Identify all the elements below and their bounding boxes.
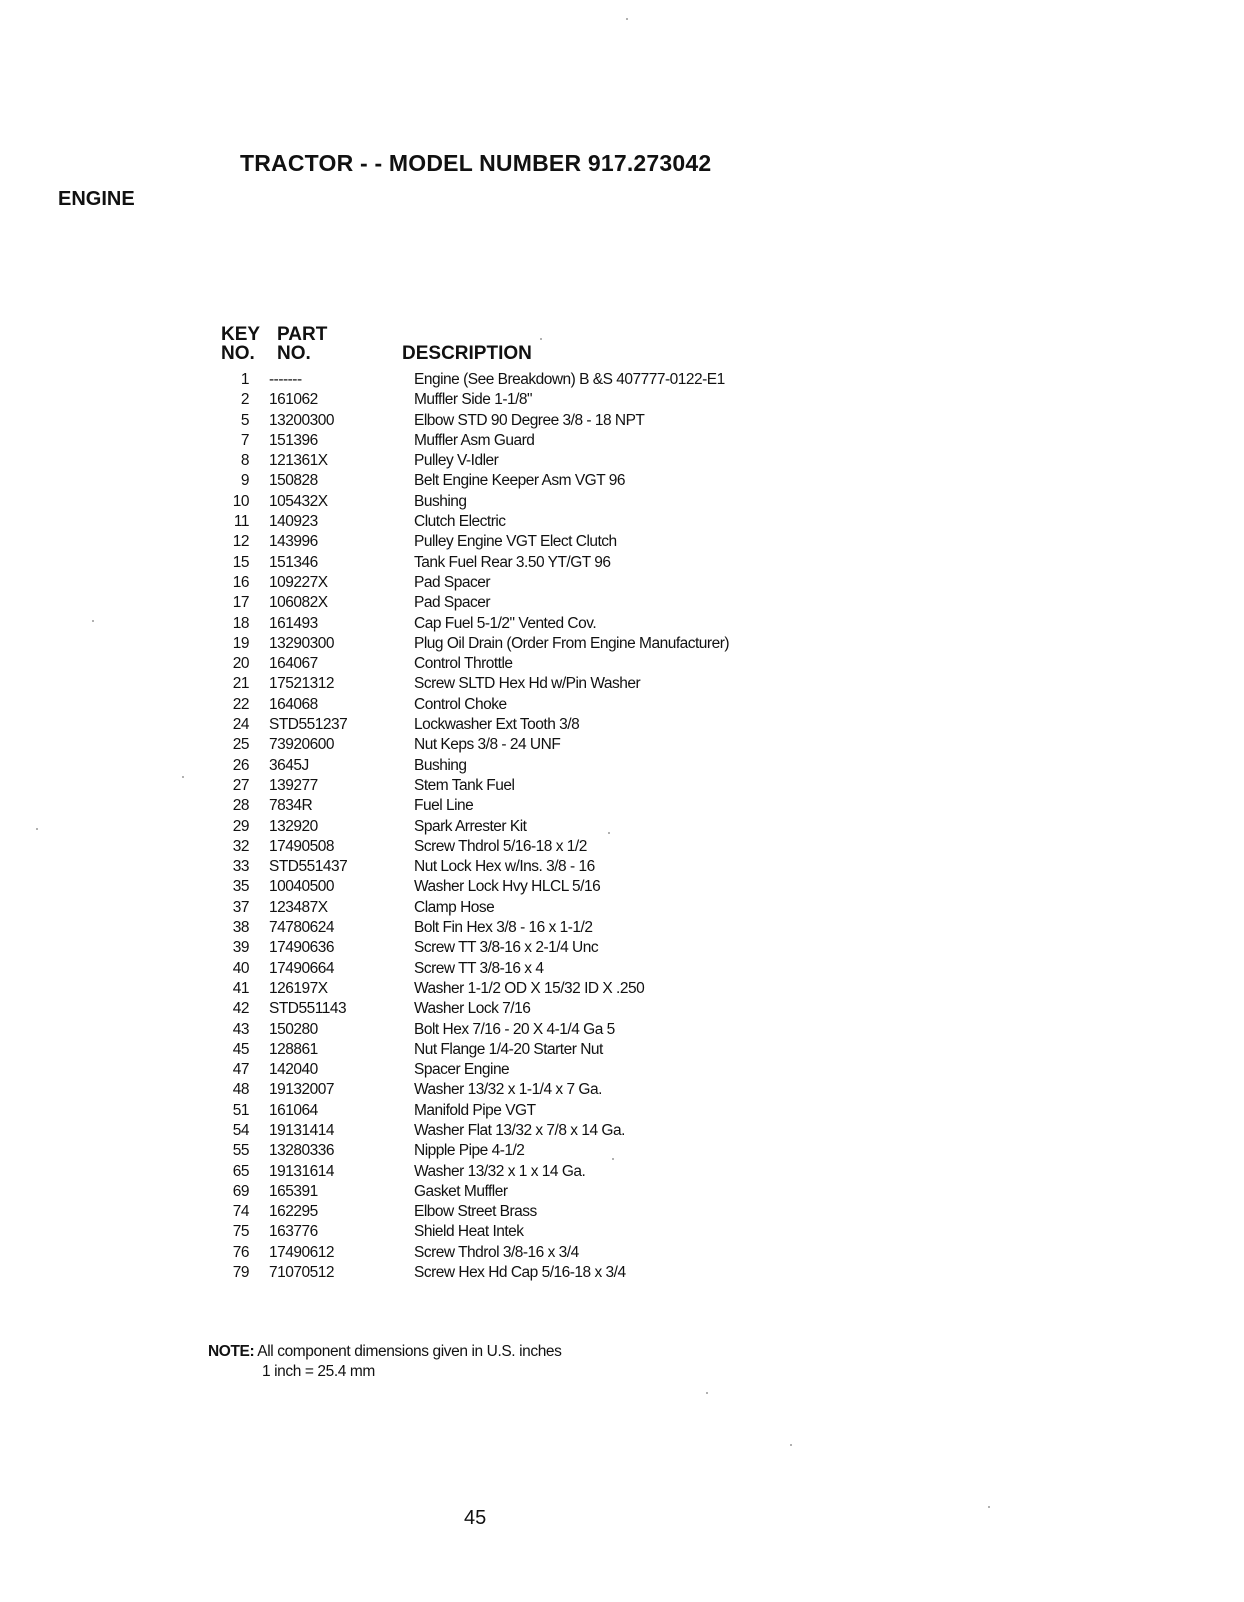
description-cell: Screw Thdrol 5/16-18 x 1/2 <box>414 837 587 855</box>
key-no-cell: 28 <box>232 797 249 815</box>
table-row <box>221 918 729 938</box>
table-row <box>221 857 729 877</box>
page-title: TRACTOR - - MODEL NUMBER 917.273042 <box>240 150 712 176</box>
scan-speck <box>612 1158 614 1160</box>
description-cell: Shield Heat Intek <box>414 1223 524 1241</box>
key-no-cell: 11 <box>233 513 249 531</box>
key-no-cell: 69 <box>232 1182 249 1200</box>
part-no-cell: 74780624 <box>269 919 334 937</box>
table-row <box>221 1101 729 1121</box>
scan-speck <box>790 1444 792 1446</box>
table-row <box>221 1080 729 1100</box>
description-cell: Muffler Side 1-1/8" <box>414 391 533 409</box>
key-no-cell: 45 <box>232 1040 249 1058</box>
parts-table-body <box>221 370 729 1283</box>
part-no-cell: 109227X <box>269 573 328 591</box>
key-no-cell: 19 <box>232 634 249 652</box>
table-row <box>221 1141 729 1161</box>
note-label: NOTE: <box>208 1343 255 1360</box>
scan-speck <box>92 620 94 622</box>
table-row <box>221 756 729 776</box>
scan-speck <box>988 1506 990 1508</box>
key-no-cell: 38 <box>232 919 249 937</box>
description-cell: Washer Lock 7/16 <box>414 1000 531 1018</box>
table-row <box>221 614 729 634</box>
part-no-cell: 150828 <box>269 472 318 490</box>
key-no-cell: 35 <box>232 878 249 896</box>
description-cell: Screw Hex Hd Cap 5/16-18 x 3/4 <box>414 1264 626 1282</box>
description-cell: Cap Fuel 5-1/2" Vented Cov. <box>414 614 597 632</box>
scan-speck <box>626 18 628 20</box>
part-no-cell: 19131614 <box>269 1162 334 1180</box>
table-row <box>221 532 729 552</box>
part-no-cell: 19132007 <box>269 1081 334 1099</box>
table-row <box>221 431 729 451</box>
key-no-cell: 5 <box>240 411 249 429</box>
key-no-cell: 65 <box>232 1162 249 1180</box>
scan-speck <box>182 776 184 778</box>
key-no-cell: 51 <box>232 1101 249 1119</box>
table-row <box>221 370 729 390</box>
part-no-cell: 17490664 <box>269 959 334 977</box>
part-no-cell: 17521312 <box>269 675 334 693</box>
description-cell: Fuel Line <box>414 797 474 815</box>
table-row <box>221 471 729 491</box>
key-no-cell: 29 <box>232 817 249 835</box>
table-row <box>221 979 729 999</box>
table-row <box>221 898 729 918</box>
part-no-cell: 128861 <box>269 1040 318 1058</box>
table-row <box>221 877 729 897</box>
key-no-cell: 25 <box>232 736 249 754</box>
key-no-cell: 2 <box>240 391 249 409</box>
description-cell: Nut Flange 1/4-20 Starter Nut <box>414 1040 603 1058</box>
key-no-cell: 79 <box>232 1264 249 1282</box>
key-no-cell: 76 <box>232 1243 249 1261</box>
part-no-cell: 161064 <box>269 1101 318 1119</box>
key-no-cell: 40 <box>232 959 249 977</box>
note <box>208 1342 562 1382</box>
key-no-cell: 43 <box>232 1020 249 1038</box>
description-cell: Pad Spacer <box>414 594 490 612</box>
key-no-cell: 15 <box>232 553 249 571</box>
table-row <box>221 1060 729 1080</box>
section-title: ENGINE <box>58 188 135 210</box>
description-cell: Washer 1-1/2 OD X 15/32 ID X .250 <box>414 979 645 997</box>
table-row <box>221 735 729 755</box>
table-row <box>221 553 729 573</box>
description-cell: Control Throttle <box>414 655 513 673</box>
key-no-cell: 54 <box>232 1121 249 1139</box>
key-no-cell: 18 <box>232 614 249 632</box>
key-no-cell: 7 <box>240 431 249 449</box>
table-row <box>221 674 729 694</box>
part-no-cell: ------- <box>269 371 302 388</box>
part-no-cell: 10040500 <box>269 878 334 896</box>
key-no-cell: 26 <box>232 756 249 774</box>
description-cell: Control Choke <box>414 695 507 713</box>
part-no-cell: 151396 <box>269 431 318 449</box>
table-row <box>221 593 729 613</box>
parts-table <box>221 325 729 1283</box>
table-row <box>221 999 729 1019</box>
table-row <box>221 1020 729 1040</box>
description-cell: Muffler Asm Guard <box>414 431 535 449</box>
key-no-cell: 47 <box>232 1061 249 1079</box>
key-no-cell: 41 <box>232 979 249 997</box>
part-no-cell: 73920600 <box>269 736 334 754</box>
key-no-cell: 1 <box>240 371 249 388</box>
description-cell: Nipple Pipe 4-1/2 <box>414 1142 525 1160</box>
table-row <box>221 390 729 410</box>
part-no-header <box>269 325 402 363</box>
key-no-cell: 55 <box>232 1142 249 1160</box>
part-no-cell: 143996 <box>269 533 318 551</box>
key-no-cell: 74 <box>232 1203 249 1221</box>
part-no-cell: 140923 <box>269 513 318 531</box>
table-row <box>221 1182 729 1202</box>
part-no-cell: STD551437 <box>269 858 348 876</box>
part-no-cell: 7834R <box>269 797 313 815</box>
description-cell: Manifold Pipe VGT <box>414 1101 536 1119</box>
description-cell: Washer 13/32 x 1-1/4 x 7 Ga. <box>414 1081 602 1099</box>
table-row <box>221 817 729 837</box>
part-no-cell: 142040 <box>269 1061 318 1079</box>
part-no-cell: 123487X <box>269 898 328 916</box>
scan-speck <box>706 1392 708 1394</box>
part-no-cell: 13200300 <box>269 411 334 429</box>
description-cell: Clamp Hose <box>414 898 495 916</box>
table-row <box>221 1162 729 1182</box>
key-no-cell: 27 <box>232 776 249 794</box>
part-no-cell: 19131414 <box>269 1121 334 1139</box>
description-cell: Bolt Hex 7/16 - 20 X 4-1/4 Ga 5 <box>414 1020 615 1038</box>
description-cell: Stem Tank Fuel <box>414 776 515 794</box>
key-no-cell: 24 <box>232 716 249 734</box>
key-no-cell: 12 <box>232 533 249 551</box>
key-no-cell: 16 <box>232 573 249 591</box>
part-no-cell: 121361X <box>269 452 328 470</box>
key-no-cell: 33 <box>232 858 249 876</box>
table-row <box>221 1202 729 1222</box>
description-cell: Nut Keps 3/8 - 24 UNF <box>414 736 561 754</box>
description-cell: Bushing <box>414 756 467 774</box>
description-cell: Screw TT 3/8-16 x 4 <box>414 959 544 977</box>
table-row <box>221 1121 729 1141</box>
part-no-cell: 13290300 <box>269 634 334 652</box>
table-row <box>221 776 729 796</box>
page-number: 45 <box>464 1507 487 1529</box>
key-no-cell: 37 <box>232 898 249 916</box>
table-row <box>221 573 729 593</box>
part-no-cell: 161493 <box>269 614 318 632</box>
key-no-cell: 8 <box>240 452 249 470</box>
description-cell: Washer 13/32 x 1 x 14 Ga. <box>414 1162 586 1180</box>
description-cell: Bushing <box>414 492 467 510</box>
table-row <box>221 1040 729 1060</box>
description-cell: Lockwasher Ext Tooth 3/8 <box>414 716 580 734</box>
table-row <box>221 695 729 715</box>
description-cell: Spacer Engine <box>414 1061 510 1079</box>
part-header-line2: NO. <box>277 343 311 364</box>
description-cell: Bolt Fin Hex 3/8 - 16 x 1-1/2 <box>414 919 593 937</box>
table-row <box>221 512 729 532</box>
part-no-cell: 17490612 <box>269 1243 334 1261</box>
table-row <box>221 796 729 816</box>
part-no-cell: STD551237 <box>269 716 348 734</box>
scan-speck <box>540 338 542 340</box>
scan-speck <box>608 832 610 834</box>
description-cell: Washer Lock Hvy HLCL 5/16 <box>414 878 601 896</box>
description-cell: Belt Engine Keeper Asm VGT 96 <box>414 472 625 490</box>
table-row <box>221 1243 729 1263</box>
table-row <box>221 634 729 654</box>
table-row <box>221 1222 729 1242</box>
table-row <box>221 654 729 674</box>
table-row <box>221 451 729 471</box>
part-no-cell: 162295 <box>269 1203 318 1221</box>
part-no-cell: 161062 <box>269 391 318 409</box>
description-header: DESCRIPTION <box>402 343 532 364</box>
description-cell: Nut Lock Hex w/Ins. 3/8 - 16 <box>414 858 595 876</box>
part-no-cell: 17490636 <box>269 939 334 957</box>
key-no-cell: 9 <box>240 472 249 490</box>
description-cell: Pad Spacer <box>414 573 490 591</box>
key-no-cell: 48 <box>232 1081 249 1099</box>
table-row <box>221 715 729 735</box>
part-no-cell: 139277 <box>269 776 318 794</box>
key-no-cell: 22 <box>232 695 249 713</box>
description-cell: Screw TT 3/8-16 x 2-1/4 Unc <box>414 939 599 957</box>
table-row <box>221 492 729 512</box>
table-row <box>221 411 729 431</box>
note-text: All component dimensions given in U.S. inches <box>257 1343 562 1360</box>
description-cell: Engine (See Breakdown) B &S 407777-0122-E1 <box>414 371 725 388</box>
description-cell: Elbow Street Brass <box>414 1203 537 1221</box>
description-cell: Pulley V-Idler <box>414 452 499 470</box>
table-row <box>221 837 729 857</box>
key-header-line1: KEY <box>221 324 261 345</box>
key-no-cell: 39 <box>232 939 249 957</box>
description-cell: Tank Fuel Rear 3.50 YT/GT 96 <box>414 553 611 571</box>
part-header-line1: PART <box>277 324 328 345</box>
part-no-cell: 126197X <box>269 979 328 997</box>
part-no-cell: STD551143 <box>269 1000 347 1018</box>
part-no-cell: 163776 <box>269 1223 318 1241</box>
key-no-cell: 42 <box>232 1000 249 1018</box>
key-no-cell: 21 <box>232 675 249 693</box>
scan-speck <box>36 828 38 830</box>
table-row <box>221 938 729 958</box>
description-cell: Clutch Electric <box>414 513 506 531</box>
part-no-cell: 164067 <box>269 655 318 673</box>
key-no-header <box>221 325 269 363</box>
note-conversion: 1 inch = 25.4 mm <box>262 1363 375 1380</box>
part-no-cell: 165391 <box>269 1182 318 1200</box>
part-no-cell: 3645J <box>269 756 309 774</box>
part-no-cell: 151346 <box>269 553 318 571</box>
part-no-cell: 71070512 <box>269 1264 334 1282</box>
description-cell: Washer Flat 13/32 x 7/8 x 14 Ga. <box>414 1121 625 1139</box>
description-cell: Plug Oil Drain (Order From Engine Manufacturer) <box>414 634 730 652</box>
part-no-cell: 150280 <box>269 1020 318 1038</box>
key-no-cell: 32 <box>232 837 249 855</box>
part-no-cell: 105432X <box>269 492 328 510</box>
key-header-line2: NO. <box>221 343 255 364</box>
description-cell: Spark Arrester Kit <box>414 817 527 835</box>
key-no-cell: 17 <box>232 594 249 612</box>
part-no-cell: 13280336 <box>269 1142 334 1160</box>
part-no-cell: 164068 <box>269 695 318 713</box>
key-no-cell: 10 <box>232 492 249 510</box>
description-cell: Elbow STD 90 Degree 3/8 - 18 NPT <box>414 411 645 429</box>
description-cell: Gasket Muffler <box>414 1182 508 1200</box>
description-cell: Pulley Engine VGT Elect Clutch <box>414 533 617 551</box>
key-no-cell: 75 <box>232 1223 249 1241</box>
key-no-cell: 20 <box>232 655 249 673</box>
table-header-row <box>221 325 729 363</box>
table-row <box>221 1263 729 1283</box>
description-cell: Screw SLTD Hex Hd w/Pin Washer <box>414 675 641 693</box>
part-no-cell: 17490508 <box>269 837 334 855</box>
part-no-cell: 132920 <box>269 817 318 835</box>
description-cell: Screw Thdrol 3/8-16 x 3/4 <box>414 1243 579 1261</box>
part-no-cell: 106082X <box>269 594 328 612</box>
table-row <box>221 959 729 979</box>
